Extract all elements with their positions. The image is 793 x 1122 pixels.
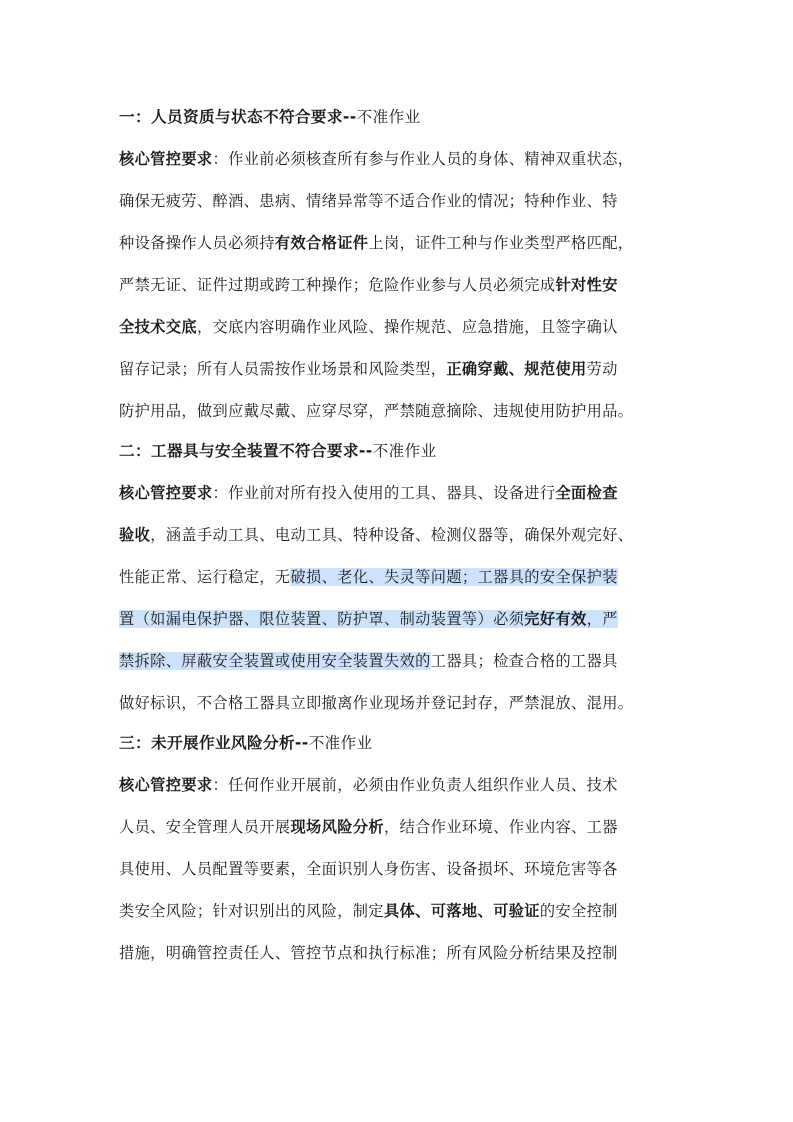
text-segment: 具体、可落地、可验证 (384, 902, 540, 920)
heading-bold-text: 二：工器具与安全装置不符合要求-- (119, 442, 373, 460)
text-segment: 措施，明确管控责任人、管控节点和执行标准；所有风险分析结果及控制 (119, 944, 618, 962)
paragraph-line (119, 189, 618, 213)
section-3-heading (119, 731, 373, 755)
text-segment: 防护用品，做到应戴尽戴、应穿尽穿，严禁随意摘除、违规使用防护用品。 (119, 402, 634, 420)
highlighted-text: ，严 (586, 610, 618, 628)
text-segment: 针对性安 (555, 276, 618, 294)
paragraph-line (119, 315, 618, 339)
paragraph-line (119, 649, 618, 673)
text-segment: 类安全风险；针对识别出的风险，制定 (119, 902, 384, 920)
section-1-heading (119, 105, 421, 129)
text-segment: 具使用、人员配置等要素，全面识别人身伤害、设备损坏、环境危害等各 (119, 860, 618, 878)
heading-normal-text: 不准作业 (308, 734, 373, 752)
text-segment: 正确穿戴、规范使用 (446, 360, 587, 378)
highlighted-text: 破损、老化、失灵等问题；工器具的安全保护装 (290, 568, 618, 586)
paragraph-line (119, 273, 618, 297)
text-segment: 有效合格证件 (274, 234, 369, 252)
text-segment: 人员、安全管理人员开展 (119, 818, 291, 836)
text-segment: 留存记录；所有人员需按作业场景和风险类型， (119, 360, 447, 378)
text-segment: 劳动 (586, 360, 618, 378)
text-segment: 全面检查 (555, 484, 618, 502)
text-segment: 核心管控要求 (119, 150, 213, 168)
paragraph-line (119, 815, 618, 839)
highlighted-text: 置（如漏电保护器、限位装置、防护罩、制动装置等）必须 (119, 610, 525, 628)
section-2-heading (119, 439, 437, 463)
paragraph-line (119, 607, 618, 631)
paragraph-line (119, 941, 618, 965)
paragraph-line (119, 691, 633, 715)
text-segment: 种设备操作人员必须持 (119, 234, 275, 252)
highlighted-text: 禁拆除、屏蔽安全装置或使用安全装置失效的 (119, 652, 431, 670)
text-segment: 做好标识，不合格工器具立即撤离作业现场并登记封存，严禁混放、混用。 (119, 694, 634, 712)
text-segment: ：任何作业开展前，必须由作业负责人组织作业人员、技术 (212, 776, 618, 794)
paragraph-line (119, 899, 618, 923)
paragraph-line (119, 565, 618, 589)
text-segment: 核心管控要求 (119, 776, 213, 794)
paragraph-line (119, 399, 633, 423)
paragraph-line (119, 147, 633, 171)
paragraph-line (119, 857, 618, 881)
text-segment: ：作业前对所有投入使用的工具、器具、设备进行 (212, 484, 556, 502)
text-segment: ，涵盖手动工具、电动工具、特种设备、检测仪器等，确保外观完好、 (150, 526, 634, 544)
text-segment: 验收 (119, 526, 151, 544)
paragraph-line (119, 773, 618, 797)
text-segment: ：作业前必须核查所有参与作业人员的身体、精神双重状态， (212, 150, 634, 168)
text-segment: 确保无疲劳、醉酒、患病、情绪异常等不适合作业的情况；特种作业、特 (119, 192, 618, 210)
paragraph-line (119, 523, 633, 547)
text-segment: ，结合作业环境、作业内容、工器 (384, 818, 618, 836)
heading-normal-text: 不准作业 (356, 108, 421, 126)
heading-normal-text: 不准作业 (372, 442, 437, 460)
highlighted-text: 完好有效 (524, 610, 587, 628)
text-segment: 上岗，证件工种与作业类型严格匹配， (368, 234, 634, 252)
text-segment: 严禁无证、证件过期或跨工种操作；危险作业参与人员必须完成 (119, 276, 556, 294)
text-segment: 核心管控要求 (119, 484, 213, 502)
paragraph-line (119, 481, 618, 505)
text-segment: 性能正常、运行稳定，无 (119, 568, 291, 586)
heading-bold-text: 一：人员资质与状态不符合要求-- (119, 108, 357, 126)
heading-bold-text: 三：未开展作业风险分析-- (119, 734, 309, 752)
text-segment: 的安全控制 (539, 902, 618, 920)
text-segment: 全技术交底 (119, 318, 197, 336)
text-segment: 工器具；检查合格的工器具 (430, 652, 618, 670)
text-segment: ，交底内容明确作业风险、操作规范、应急措施，且签字确认 (196, 318, 618, 336)
text-segment: 现场风险分析 (290, 818, 384, 836)
paragraph-line (119, 231, 633, 255)
paragraph-line (119, 357, 618, 381)
